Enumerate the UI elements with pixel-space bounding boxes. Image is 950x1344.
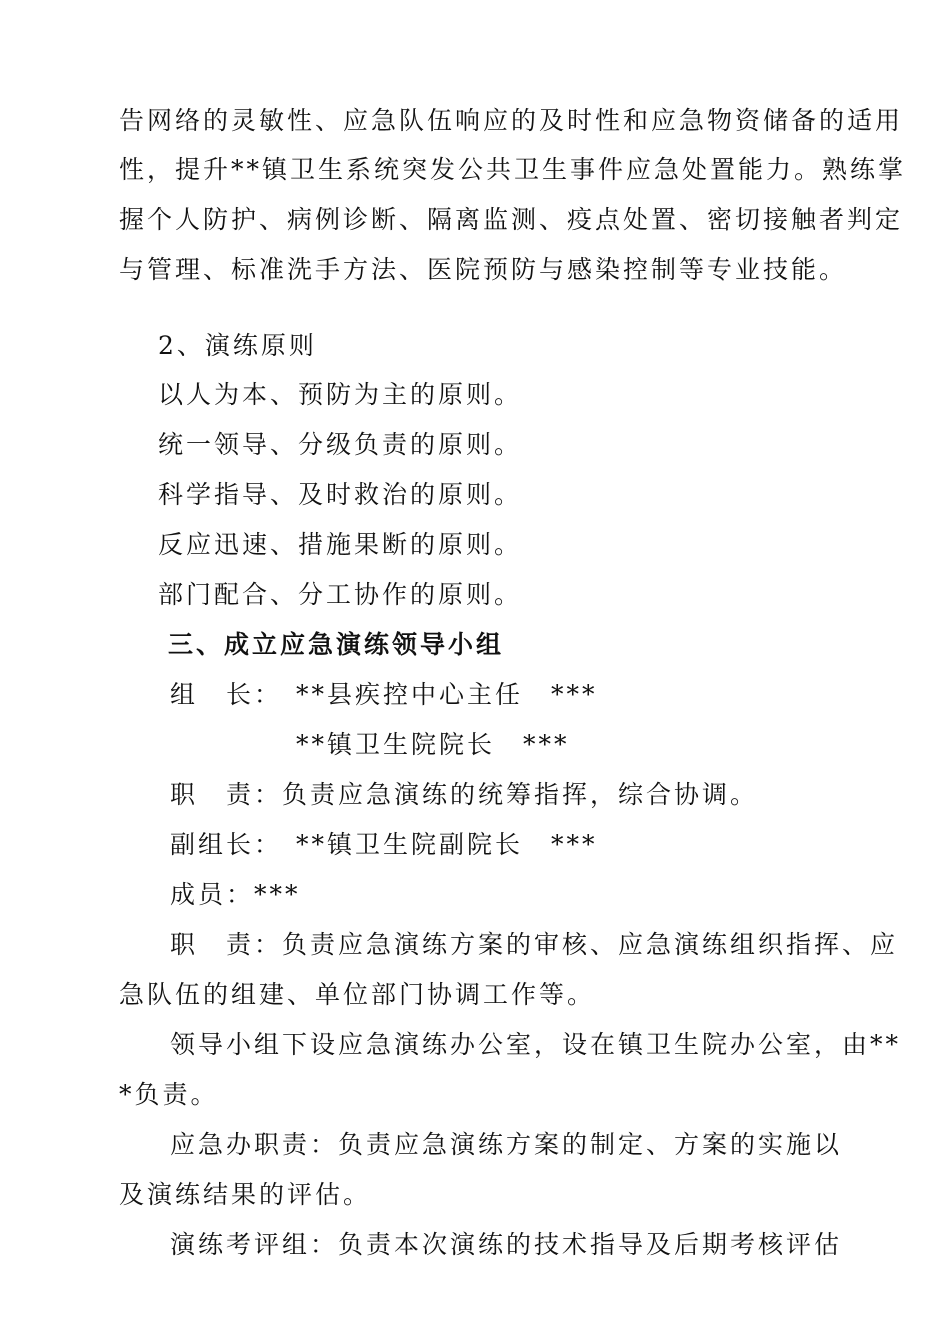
principles-heading: 2、演练原则 xyxy=(158,331,317,360)
leader-entry: **镇卫生院院长 *** xyxy=(296,730,570,759)
members-line: 成员：*** xyxy=(170,880,301,909)
office-line: 领导小组下设应急演练办公室，设在镇卫生院办公室，由** xyxy=(170,1030,902,1059)
paragraph-line: 性，提升**镇卫生系统突发公共卫生事件应急处置能力。熟练掌 xyxy=(119,155,907,184)
leader-entry: **县疾控中心主任 *** xyxy=(296,680,598,709)
office-duty-line: 及演练结果的评估。 xyxy=(119,1180,372,1209)
section-heading: 三、成立应急演练领导小组 xyxy=(168,630,505,659)
deputy-entry: **镇卫生院副院长 *** xyxy=(296,830,598,859)
evaluation-line: 演练考评组：负责本次演练的技术指导及后期考核评估 xyxy=(170,1230,843,1259)
principle-item: 科学指导、及时救治的原则。 xyxy=(158,480,523,509)
office-duty-line: 应急办职责：负责应急演练方案的制定、方案的实施以 xyxy=(170,1130,843,1159)
principle-item: 统一领导、分级负责的原则。 xyxy=(158,430,523,459)
principle-item: 部门配合、分工协作的原则。 xyxy=(158,580,523,609)
duty-line: 职 责：负责应急演练的统筹指挥，综合协调。 xyxy=(170,780,759,809)
principle-item: 以人为本、预防为主的原则。 xyxy=(158,380,523,409)
office-line: *负责。 xyxy=(119,1080,219,1109)
leader-label: 组 长： xyxy=(170,680,283,709)
paragraph-line: 告网络的灵敏性、应急队伍响应的及时性和应急物资储备的适用 xyxy=(119,106,904,135)
duty-line: 职 责：负责应急演练方案的审核、应急演练组织指挥、应 xyxy=(170,930,899,959)
deputy-label: 副组长： xyxy=(170,830,283,859)
duty-line: 急队伍的组建、单位部门协调工作等。 xyxy=(119,980,596,1009)
principle-item: 反应迅速、措施果断的原则。 xyxy=(158,530,523,559)
paragraph-line: 握个人防护、病例诊断、隔离监测、疫点处置、密切接触者判定 xyxy=(119,205,904,234)
paragraph-line: 与管理、标准洗手方法、医院预防与感染控制等专业技能。 xyxy=(119,255,848,284)
